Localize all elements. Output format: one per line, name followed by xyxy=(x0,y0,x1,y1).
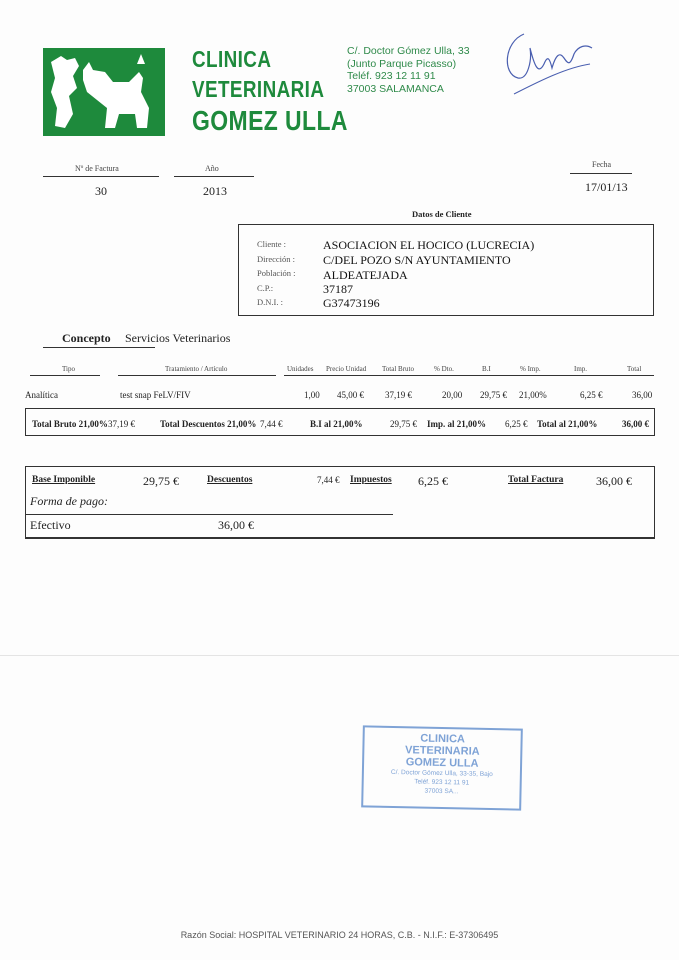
clinic-address xyxy=(347,45,470,95)
divider xyxy=(174,176,254,177)
payment-method-label: Forma de pago: xyxy=(30,494,108,508)
col-header-gross: Total Bruto xyxy=(382,365,414,373)
client-city: ALDEATEJADA xyxy=(323,268,408,282)
invoice-date: 17/01/13 xyxy=(585,180,628,194)
col-header-tipo: Tipo xyxy=(62,365,75,373)
invoice-year: 2013 xyxy=(203,184,227,198)
stamp-line: 37003 SA... xyxy=(424,787,459,796)
row-bi: 29,75 € xyxy=(480,390,507,400)
client-dni: G37473196 xyxy=(323,296,380,310)
date-label: Fecha xyxy=(592,160,612,169)
stamp-line: C/. Doctor Gómez Ulla, 33-35, Bajo xyxy=(390,768,493,779)
total-discount: 7,44 € xyxy=(260,419,283,429)
invoice-total-label: Total Factura xyxy=(508,475,564,485)
address-line: Teléf. 923 12 11 91 xyxy=(347,70,436,82)
divider xyxy=(284,375,654,376)
address-line: C/. Doctor Gómez Ulla, 33 xyxy=(347,45,470,57)
grand-total: 36,00 € xyxy=(622,419,649,429)
clinic-name-line1: CLINICA xyxy=(192,46,272,72)
client-label: Cliente : xyxy=(257,239,287,249)
col-header-discount: % Dto. xyxy=(434,365,454,373)
address-label: Dirección : xyxy=(257,254,295,264)
payment-amount: 36,00 € xyxy=(218,518,254,532)
divider xyxy=(25,514,393,515)
discounts-label: Descuentos xyxy=(207,475,253,485)
row-total: 36,00 xyxy=(632,390,653,400)
taxable-base: 29,75 € xyxy=(143,474,179,488)
dog-and-cat-icon xyxy=(43,48,165,136)
discounts: 7,44 € xyxy=(317,475,340,485)
col-header-tax-pct: % Imp. xyxy=(520,365,541,373)
row-gross: 37,19 € xyxy=(385,390,412,400)
invoice-total: 36,00 € xyxy=(596,474,632,488)
clinic-name xyxy=(192,44,348,138)
client-section-title: Datos de Cliente xyxy=(412,209,472,219)
company-legal-footer: Razón Social: HOSPITAL VETERINARIO 24 HORAS, C.B. - N.I.F.: E-37306495 xyxy=(180,930,499,940)
tax-total: 6,25 € xyxy=(505,419,528,429)
clinic-name-line2: VETERINARIA xyxy=(192,76,325,102)
taxable-base-label: Base Imponible xyxy=(32,475,96,485)
total-gross-label: Total Bruto 21,00% xyxy=(32,419,108,429)
tax-total-label: Imp. al 21,00% xyxy=(427,419,487,429)
col-header-units: Unidades xyxy=(287,365,314,373)
dni-label: D.N.I. : xyxy=(257,297,283,307)
bi-total: 29,75 € xyxy=(390,419,417,429)
stamp-line: VETERINARIA xyxy=(404,744,480,758)
stamp-line: GOMEZ ULLA xyxy=(405,756,479,770)
client-name: ASOCIACION EL HOCICO (LUCRECIA) xyxy=(323,238,535,252)
clinic-name-line3: GOMEZ ULLA xyxy=(192,105,348,136)
taxes-label: Impuestos xyxy=(350,475,392,485)
row-treatment: test snap FeLV/FIV xyxy=(120,390,191,400)
divider xyxy=(570,173,632,174)
clinic-stamp xyxy=(361,725,523,810)
client-postal-code: 37187 xyxy=(323,282,353,296)
taxes: 6,25 € xyxy=(418,474,448,488)
total-gross: 37,19 € xyxy=(108,419,135,429)
concept-label: Concepto xyxy=(62,331,111,345)
postal-code-label: C.P.: xyxy=(257,283,274,293)
row-tipo: Analítica xyxy=(25,390,58,400)
col-header-total: Total xyxy=(627,365,642,373)
col-header-bi: B.I xyxy=(482,365,491,373)
address-line: (Junto Parque Picasso) xyxy=(347,57,457,70)
concept-value: Servicios Veterinarios xyxy=(125,331,231,345)
row-tax-pct: 21,00% xyxy=(519,390,547,400)
divider xyxy=(118,375,276,376)
city-label: Población : xyxy=(257,268,296,278)
divider xyxy=(43,176,159,177)
row-units: 1,00 xyxy=(304,390,320,400)
col-header-unit-price: Precio Unidad xyxy=(326,365,367,373)
signature xyxy=(494,24,594,100)
row-tax: 6,25 € xyxy=(580,390,603,400)
divider xyxy=(43,347,155,348)
stamp-line: Teléf. 923 12 11 91 xyxy=(414,778,470,787)
row-discount: 20,00 xyxy=(442,390,463,400)
payment-method: Efectivo xyxy=(30,518,71,532)
total-discount-label: Total Descuentos 21,00% xyxy=(160,419,257,429)
invoice-number-label: Nº de Factura xyxy=(75,164,119,173)
divider xyxy=(30,375,100,376)
col-header-treatment: Tratamiento / Artículo xyxy=(165,365,228,373)
address-line: 37003 SALAMANCA xyxy=(347,82,444,95)
row-unit-price: 45,00 € xyxy=(337,390,364,400)
client-address: C/DEL POZO S/N AYUNTAMIENTO xyxy=(323,253,511,267)
stamp-line: CLINICA xyxy=(420,732,466,746)
grand-total-label: Total al 21,00% xyxy=(537,419,598,429)
invoice-number: 30 xyxy=(95,184,107,198)
year-label: Año xyxy=(205,164,219,173)
col-header-tax: Imp. xyxy=(574,365,588,373)
bi-total-label: B.I al 21,00% xyxy=(310,419,363,429)
clinic-logo xyxy=(43,48,165,136)
scan-artifact xyxy=(0,655,679,656)
